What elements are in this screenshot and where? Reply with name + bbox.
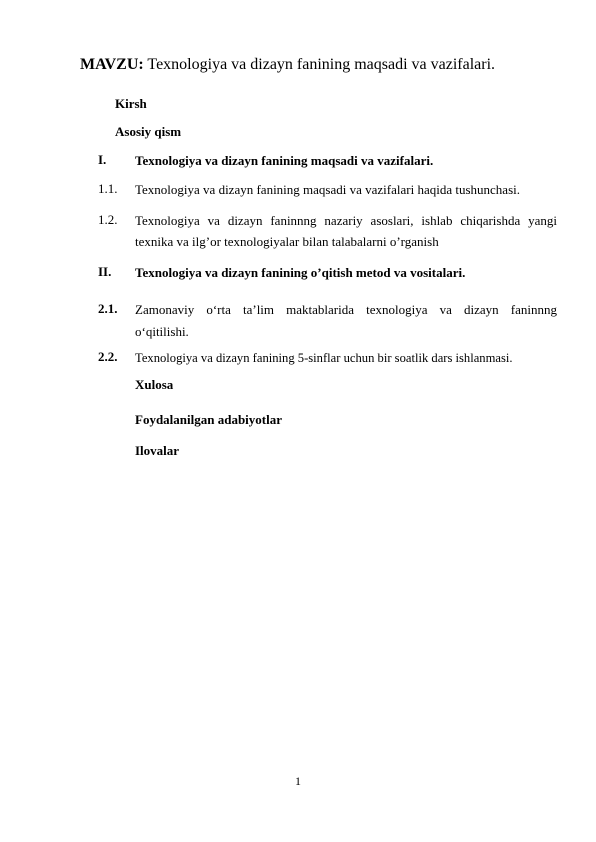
section-xulosa: Xulosa: [135, 377, 174, 392]
item-text-1-1: Texnologiya va dizayn fanining maqsadi va vazifalari haqida tushunchasi.: [135, 182, 520, 197]
item-number-II: II.: [98, 264, 112, 279]
section-ilovalar: Ilovalar: [135, 443, 180, 458]
section-kirsh: Kirsh: [115, 96, 147, 111]
section-foydalanilgan-adabiyotlar: Foydalanilgan adabiyotlar: [135, 412, 282, 427]
item-text-2-1-line1: Zamonaviy o‘rta ta’lim maktablarida texnologiya va dizayn faninnng: [135, 302, 557, 317]
title-prefix: MAVZU:: [80, 56, 144, 73]
item-number-1-2: 1.2.: [98, 212, 118, 227]
item-text-2-1-line2: o‘qitilishi.: [135, 324, 189, 339]
item-text-I: Texnologiya va dizayn fanining maqsadi va vazifalari.: [135, 153, 434, 168]
document-title: [80, 56, 495, 74]
item-number-2-1: 2.1.: [98, 301, 118, 316]
item-text-1-2-line2: texnika va ilg’or texnologiyalar bilan talabalarni o’rganish: [135, 234, 439, 249]
section-asosiy-qism: Asosiy qism: [115, 124, 182, 139]
title-text: Texnologiya va dizayn fanining maqsadi va vazifalari.: [143, 56, 496, 73]
page-number: 1: [295, 774, 301, 788]
item-text-II: Texnologiya va dizayn fanining o’qitish metod va vositalari.: [135, 265, 466, 280]
item-number-I: I.: [98, 152, 107, 167]
item-text-1-2-line1: Texnologiya va dizayn faninnng nazariy asoslari, ishlab chiqarishda yangi: [135, 213, 557, 228]
item-text-2-2: Texnologiya va dizayn fanining 5-sinflar uchun bir soatlik dars ishlanmasi.: [135, 351, 513, 365]
item-number-1-1: 1.1.: [98, 181, 118, 196]
item-number-2-2: 2.2.: [98, 349, 118, 364]
